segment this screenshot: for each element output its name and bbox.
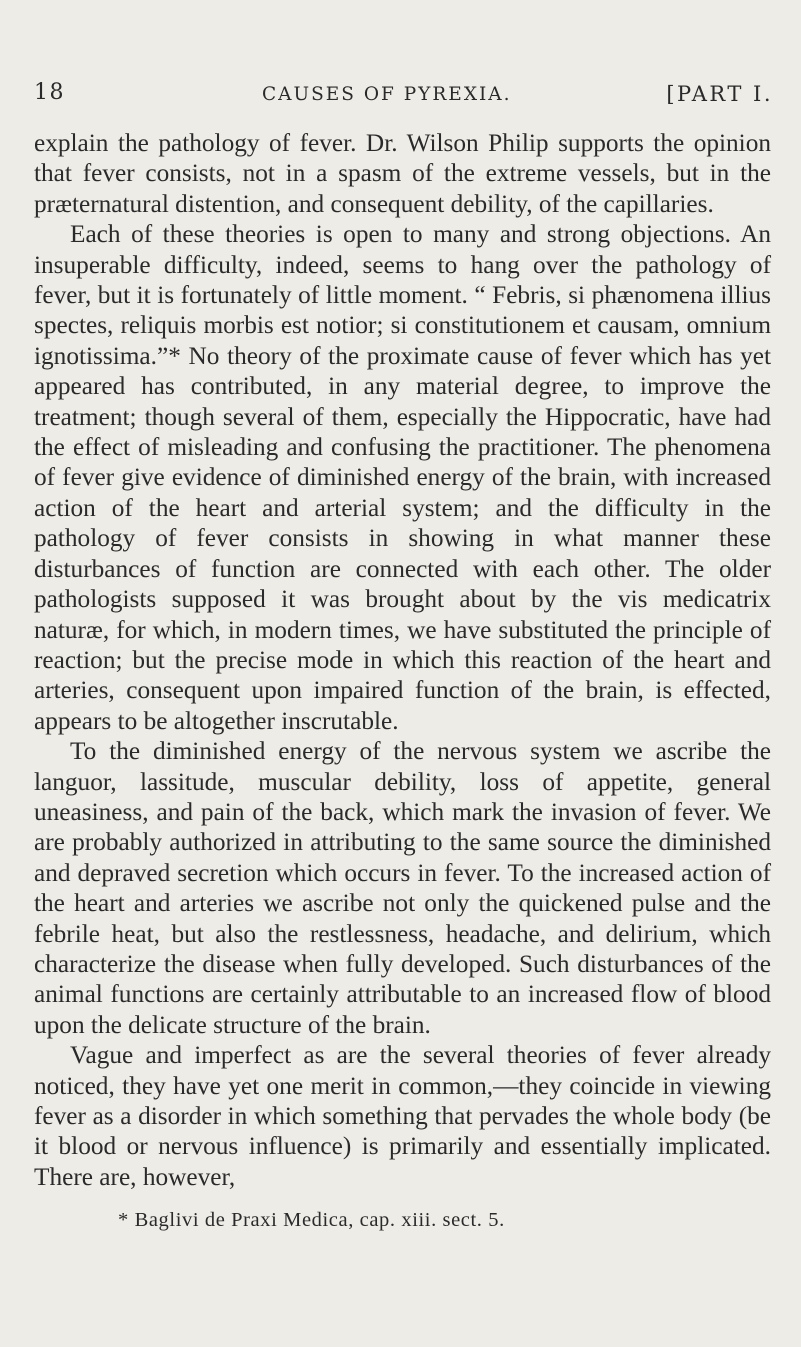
footnote: * Baglivi de Praxi Medica, cap. xiii. sect. 5. [118, 1209, 505, 1231]
running-title: CAUSES OF PYREXIA. [262, 84, 512, 105]
body-text [34, 128, 771, 1192]
paragraph: Vague and imperfect as are the several theories of fever already noticed, they have yet one merit in common,—they coincide in viewing fever as a disorder in which something that pervades the whole body (be it blood or nervous influence) is primarily and essentially implicated. There are, however, [34, 1041, 771, 1191]
paragraph: To the diminished energy of the nervous system we ascribe the languor, lassitude, muscular debility, loss of appetite, general uneasiness, and pain of the back, which mark the invasion of fever. We are probably authorized in attributing to the same source the diminished and depraved secretion which occurs in fever. To the increased action of the heart and arteries we ascribe not only the quickened pulse and the febrile heat, but also the restlessness, headache, and delirium, which characterize the disease when fully developed. Such disturbances of the animal functions are certainly attributable to an increased flow of blood upon the delicate structure of the brain. [34, 737, 771, 1039]
part-label: [PART I. [666, 82, 773, 106]
running-head [34, 80, 773, 114]
paragraph: explain the pathology of fever. Dr. Wilson Philip supports the opinion that fever consists, not in a spasm of the extreme vessels, but in the præternatural distention, and consequent debility, of the capillaries. [34, 129, 771, 218]
paragraph: Each of these theories is open to many and strong objections. An insuperable difficulty, indeed, seems to hang over the pathology of fever, but it is fortunately of little moment. “ Febris, si phænomena illius spectes, reliquis morbis est notior; si constitutionem et causam, omnium ignotissima.”* No theory of the proximate cause of fever which has yet appeared has contributed, in any material degree, to improve the treatment; though several of them, especially the Hippocratic, have had the effect of misleading and confusing the practitioner. The phenomena of fever give evidence of diminished energy of the brain, with increased action of the heart and arterial system; and the difficulty in the pathology of fever consists in showing in what manner these disturbances of function are connected with each other. The older pathologists supposed it was brought about by the vis medicatrix naturæ, for which, in modern times, we have substituted the principle of reaction; but the precise mode in which this reaction of the heart and arteries, consequent upon impaired function of the brain, is effected, appears to be altogether inscrutable. [34, 220, 771, 735]
page-number: 18 [34, 80, 65, 105]
